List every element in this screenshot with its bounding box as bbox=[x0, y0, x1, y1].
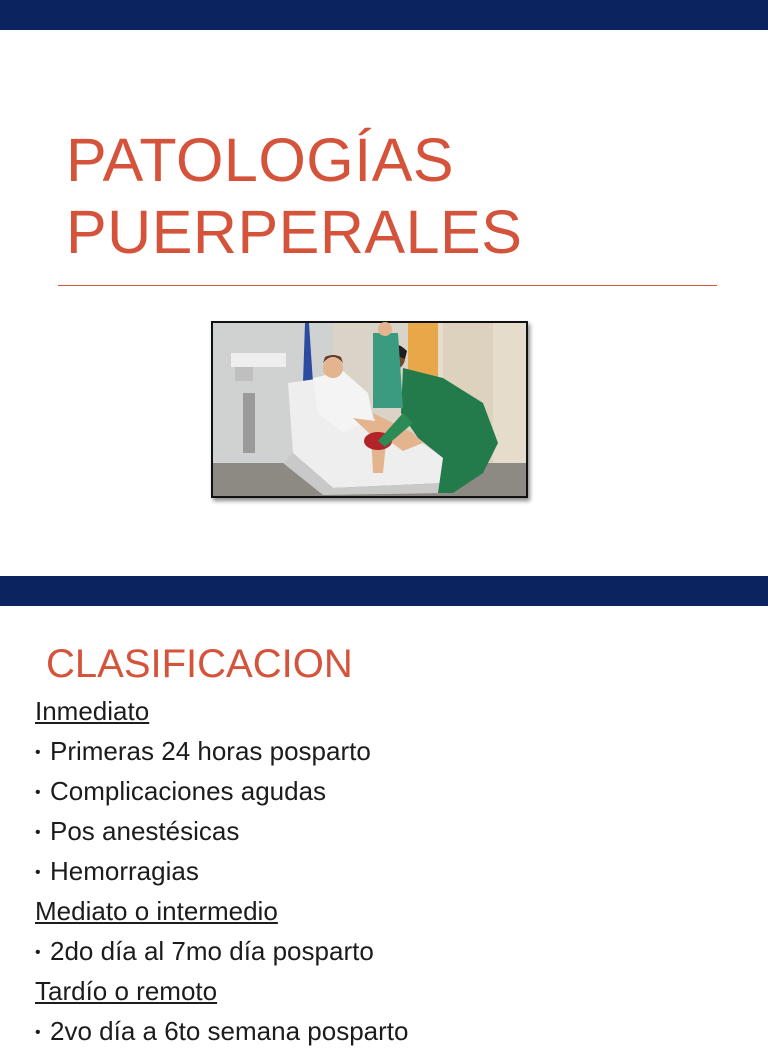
list-item bbox=[35, 1011, 735, 1051]
list-item-text: Complicaciones agudas bbox=[50, 776, 327, 806]
category-heading: Inmediato bbox=[35, 696, 150, 726]
bullet-icon: • bbox=[35, 1024, 41, 1041]
list-item-text: 2vo día a 6to semana posparto bbox=[50, 1016, 409, 1046]
bullet-icon: • bbox=[35, 824, 41, 841]
list-item-text: Hemorragias bbox=[50, 856, 199, 886]
title-line-2: PUERPERALES bbox=[66, 198, 523, 266]
bullet-icon: • bbox=[35, 944, 41, 961]
list-item bbox=[35, 851, 735, 891]
header-bar bbox=[0, 0, 768, 30]
bullet-icon: • bbox=[35, 744, 41, 761]
title-divider bbox=[58, 285, 717, 286]
classification-slide bbox=[0, 576, 768, 1046]
delivery-room-illustration bbox=[213, 323, 526, 496]
list-item-text: Primeras 24 horas posparto bbox=[50, 736, 371, 766]
header-bar bbox=[0, 576, 768, 606]
classification-list bbox=[35, 691, 735, 1051]
list-item-text: 2do día al 7mo día posparto bbox=[50, 936, 374, 966]
list-item bbox=[35, 731, 735, 771]
bullet-icon: • bbox=[35, 864, 41, 881]
list-item bbox=[35, 771, 735, 811]
title-line-1: PATOLOGÍAS bbox=[66, 126, 455, 194]
list-item bbox=[35, 931, 735, 971]
delivery-room-photo bbox=[211, 321, 528, 498]
section-title: CLASIFICACION bbox=[46, 642, 353, 686]
list-item-text: Pos anestésicas bbox=[50, 816, 240, 846]
slide-title bbox=[66, 124, 522, 268]
bullet-icon: • bbox=[35, 784, 41, 801]
list-item bbox=[35, 811, 735, 851]
category-heading: Mediato o intermedio bbox=[35, 896, 278, 926]
category-heading: Tardío o remoto bbox=[35, 976, 218, 1006]
